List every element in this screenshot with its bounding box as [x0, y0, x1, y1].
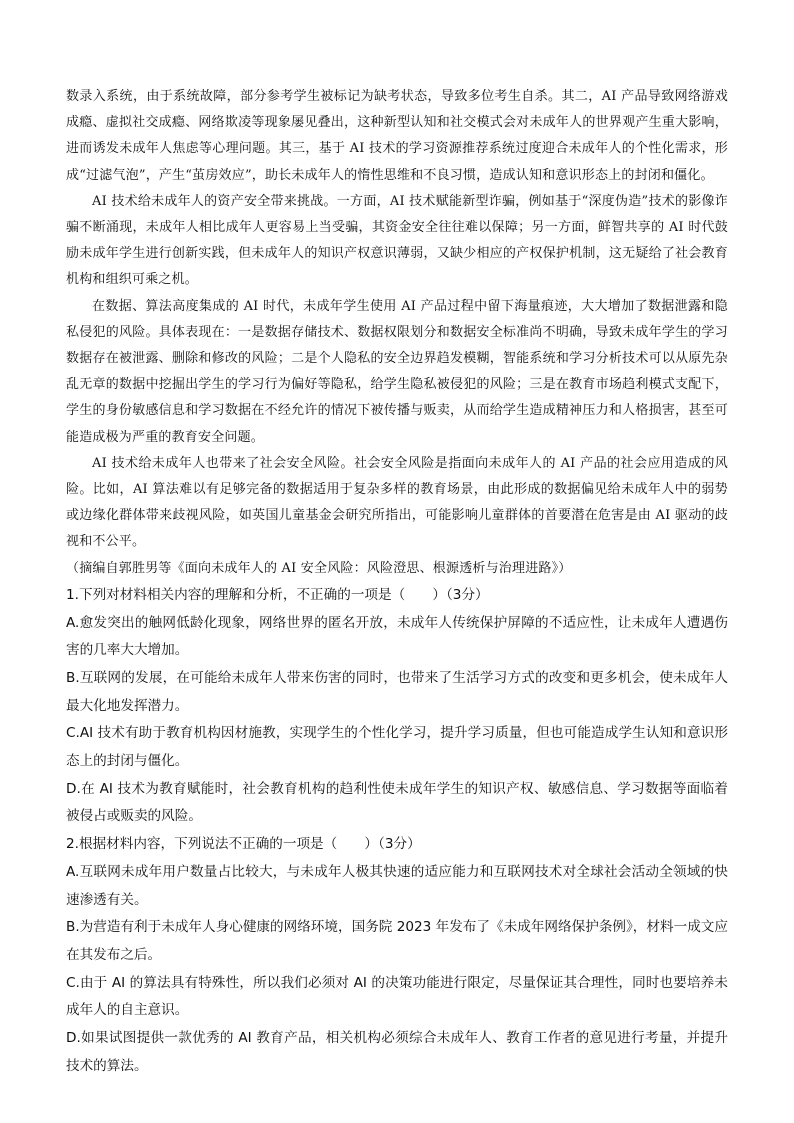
question-option: C.由于 AI 的算法具有特殊性，所以我们必须对 AI 的决策功能进行限定，尽量保证其合理性，同时也要培养未成年人的自主意识。 — [66, 974, 728, 1019]
question-option: A.愈发突出的触网低龄化现象，网络世界的匿名开放，未成年人传统保护屏障的不适应性，让未成年人遭遇伤害的几率大大增加。 — [66, 614, 728, 659]
question-option: B.互联网的发展，在可能给未成年人带来伤害的同时，也带来了生活学习方式的改变和更多机会，使未成年人最大化地发挥潜力。 — [66, 669, 728, 714]
passage-paragraph: AI 技术给未成年人的资产安全带来挑战。一方面，AI 技术赋能新型诈骗，例如基于“深度伪造”技术的影像诈骗不断涌现，未成年人相比成年人更容易上当受骗，其资金安全往往难以保障；另一方面，鲜智共享的 AI 时代鼓励未成年学生进行创新实践，但未成年人的知识产权意识薄弱，又缺少相应的产权保护机制，这无疑给了社会教育机构和组织可乘之机。 — [66, 193, 728, 288]
passage-paragraph: AI 技术给未成年人也带来了社会安全风险。社会安全风险是指面向未成年人的 AI 产品的社会应用造成的风险。比如，AI 算法难以有足够完备的数据适用于复杂多样的教育场景，由此形成的数据偏见给未成年人中的弱势或边缘化群体带来歧视风险，如英国儿童基金会研究所指出，可能影响儿童群体的首要潜在危害是由 AI 驱动的歧视和不公平。 — [66, 455, 728, 550]
question-option: A.互联网未成年用户数量占比较大，与未成年人极其快速的适应能力和互联网技术对全球社会活动全领域的快速渗透有关。 — [66, 863, 728, 908]
question-list — [66, 582, 728, 1081]
question-item — [66, 582, 728, 831]
question-stem: 1.下列对材料相关内容的理解和分析，不正确的一项是（ ）（3分） — [66, 586, 489, 603]
question-option: C.AI 技术有助于教育机构因材施教，实现学生的个性化学习，提升学习质量，但也可能造成学生认知和意识形态上的封闭与僵化。 — [66, 725, 728, 770]
question-stem: 2.根据材料内容，下列说法不正确的一项是（ ）（3分） — [66, 836, 421, 853]
question-option: D.在 AI 技术为教育赋能时，社会教育机构的趋利性使未成年学生的知识产权、敏感信息、学习数据等面临着被侵占或贩卖的风险。 — [66, 780, 728, 825]
question-item — [66, 831, 728, 1080]
question-option: D.如果试图提供一款优秀的 AI 教育产品，相关机构必须综合未成年人、教育工作者的意见进行考量，并提升技术的算法。 — [66, 1030, 728, 1074]
passage-paragraph: 在数据、算法高度集成的 AI 时代，未成年学生使用 AI 产品过程中留下海量痕迹，大大增加了数据泄露和隐私侵犯的风险。具体表现在：一是数据存储技术、数据权限划分和数据安全标准尚不明确，导致未成年学生的学习数据存在被泄露、删除和修改的风险；二是个人隐私的安全边界趋发模糊，智能系统和学习分析技术可以从原先杂乱无章的数据中挖掘出学生的学习行为偏好等隐私，给学生隐私被侵犯的风险；三是在教育市场趋利模式支配下，学生的身份敏感信息和学习数据在不经允许的情况下被传播与贩卖，从而给学生造成精神压力和人格损害，甚至可能造成极为严重的教育安全问题。 — [66, 298, 728, 445]
reading-passage — [66, 84, 728, 582]
passage-paragraph: 数录入系统，由于系统故障，部分参考学生被标记为缺考状态，导致多位考生自杀。其二，AI 产品导致网络游戏成瘾、虚拟社交成瘾、网络欺凌等现象屡见叠出，这种新型认知和社交模式会对未成年人的世界观产生重大影响，进而诱发未成年人焦虑等心理问题。其三，基于 AI 技术的学习资源推荐系统过度迎合未成年人的个性化需求，形成“过滤气泡”，产生“茧房效应”，助长未成年人的惰性思维和不良习惯，造成认知和意识形态上的封闭和僵化。 — [66, 89, 728, 183]
passage-source: （摘编自郭胜男等《面向未成年人的 AI 安全风险：风险澄思、根源透析与治理进路》） — [66, 560, 572, 576]
question-option: B.为营造有利于未成年人身心健康的网络环境，国务院 2023 年发布了《未成年网络保护条例》，材料一成文应在其发布之后。 — [66, 919, 728, 963]
